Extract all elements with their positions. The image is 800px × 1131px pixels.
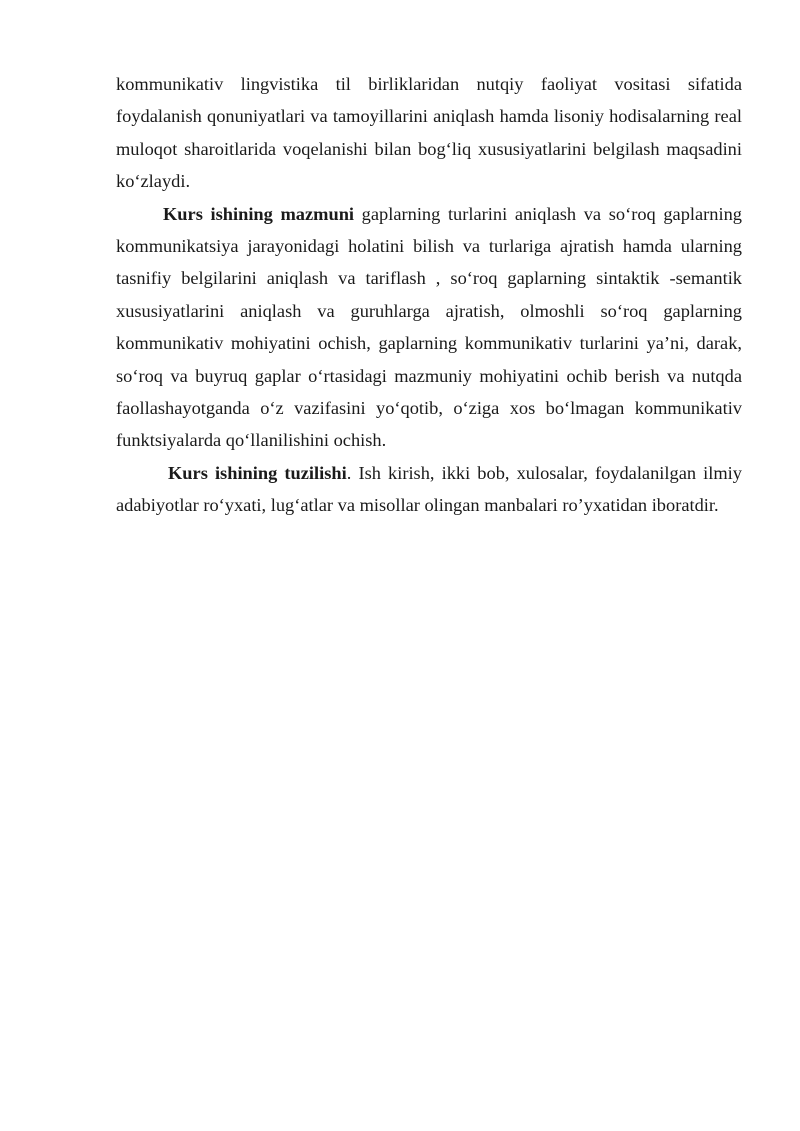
paragraph-course-content <box>116 198 742 457</box>
paragraph-text: kommunikativ lingvistika til birliklaridan nutqiy faoliyat vositasi sifatida foydalanish qonuniyatlari va tamoyillarini aniqlash hamda lisoniy hodisalarning real muloqot sharoitlarida voqelanishi bilan bog‘liq xususiyatlarini belgilash maqsadini ko‘zlaydi. <box>116 74 742 192</box>
document-body <box>116 68 742 522</box>
paragraph-intro-continuation <box>116 68 742 198</box>
paragraph-lead-heading: Kurs ishining mazmuni <box>163 203 355 224</box>
paragraph-text: . Ish kirish, ikki bob, xulosalar, foydalanilgan ilmiy adabiyotlar ro‘yxati, lug‘atlar va misollar olingan manbalari ro’yxatidan iboratdir. <box>116 462 742 516</box>
paragraph-lead-heading: Kurs ishining tuzilishi <box>168 462 347 483</box>
paragraph-text: gaplarning turlarini aniqlash va so‘roq gaplarning kommunikatsiya jarayonidagi holatini bilish va turlariga ajratish hamda ularning tasnifiy belgilarini aniqlash va tariflash , so‘roq gaplarning sintaktik -semantik xususiyatlarini aniqlash va guruhlarga ajratish, olmoshli so‘roq gaplarning kommunikativ mohiyatini ochish, gaplarning kommunikativ turlarini ya’ni, darak, so‘roq va buyruq gaplar o‘rtasidagi mazmuniy mohiyatini ochib berish va nutqda faollashayotganda o‘z vazifasini yo‘qotib, o‘ziga xos bo‘lmagan kommunikativ funktsiyalarda qo‘llanilishini ochish. <box>116 203 742 451</box>
paragraph-course-structure <box>116 457 742 522</box>
